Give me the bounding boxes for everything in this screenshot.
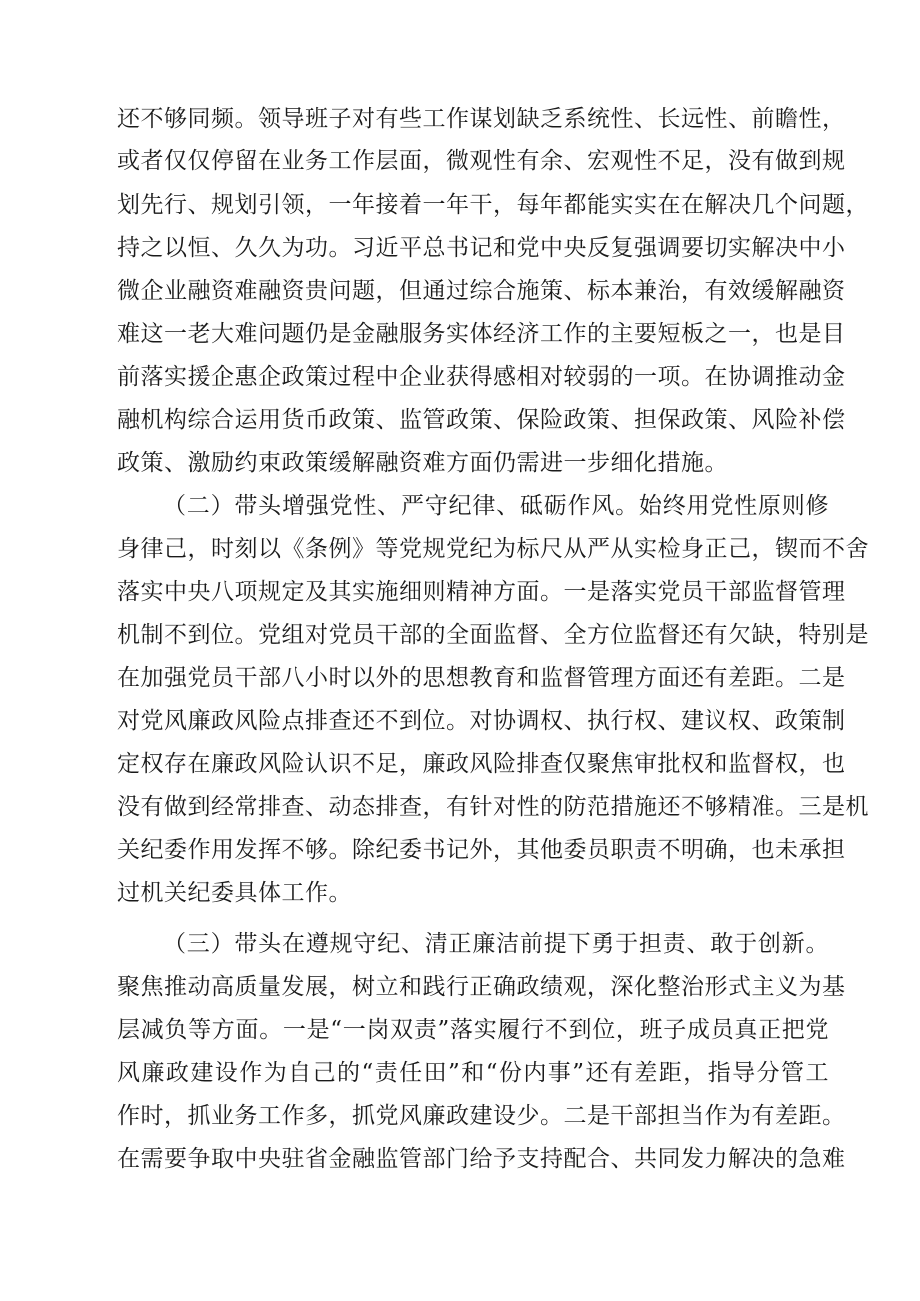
text-line: 聚焦推动高质量发展，树立和践行正确政绩观，深化整治形式主义为基 <box>117 974 846 1000</box>
text-line: 融机构综合运用货币政策、监管政策、保险政策、担保政策、风险补偿 <box>117 407 846 433</box>
text-line: 划先行、规划引领，一年接着一年干，每年都能实实在在解决几个问题， <box>117 192 869 218</box>
text-line: 风廉政建设作为自己的“责任田”和“份内事”还有差距，指导分管工 <box>117 1060 829 1086</box>
text-line: 关纪委作用发挥不够。除纪委书记外，其他委员职责不明确，也未承担 <box>117 837 846 863</box>
text-line: 没有做到经常排查、动态排查，有针对性的防范措施还不够精准。三是机 <box>117 794 869 820</box>
text-line: 还不够同频。领导班子对有些工作谋划缺乏系统性、长远性、前瞻性， <box>117 106 846 132</box>
text-line: 作时，抓业务工作多，抓党风廉政建设少。二是干部担当作为有差距。 <box>117 1103 846 1129</box>
section-heading-line: （三）带头在遵规守纪、清正廉洁前提下勇于担责、敢于创新。 <box>163 931 829 957</box>
text-line: 在加强党员干部八小时以外的思想教育和监督管理方面还有差距。二是 <box>117 665 846 691</box>
text-line: 政策、激励约束政策缓解融资难方面仍需进一步细化措施。 <box>117 450 728 476</box>
text-line: 对党风廉政风险点排查还不到位。对协调权、执行权、建议权、政策制 <box>117 708 846 734</box>
text-line: 前落实援企惠企政策过程中企业获得感相对较弱的一项。在协调推动金 <box>117 364 846 390</box>
text-line: 机制不到位。党组对党员干部的全面监督、全方位监督还有欠缺，特别是 <box>117 622 869 648</box>
text-line: 定权存在廉政风险认识不足，廉政风险排查仅聚焦审批权和监督权，也 <box>117 751 846 777</box>
text-line: 在需要争取中央驻省金融监管部门给予支持配合、共同发力解决的急难 <box>117 1146 846 1172</box>
text-line: 微企业融资难融资贵问题，但通过综合施策、标本兼治，有效缓解融资 <box>117 278 846 304</box>
text-line: 落实中央八项规定及其实施细则精神方面。一是落实党员干部监督管理 <box>117 579 846 605</box>
text-line: 难这一老大难问题仍是金融服务实体经济工作的主要短板之一，也是目 <box>117 321 846 347</box>
section-heading-line: （二）带头增强党性、严守纪律、砥砺作风。始终用党性原则修 <box>163 493 829 519</box>
text-line: 或者仅仅停留在业务工作层面，微观性有余、宏观性不足，没有做到规 <box>117 148 846 174</box>
text-line: 过机关纪委具体工作。 <box>117 880 352 906</box>
text-line: 层减负等方面。一是“一岗双责”落实履行不到位，班子成员真正把党 <box>117 1017 829 1043</box>
text-line: 身律己，时刻以《条例》等党规党纪为标尺从严从实检身正己，锲而不舍 <box>117 536 869 562</box>
text-line: 持之以恒、久久为功。习近平总书记和党中央反复强调要切实解决中小 <box>117 235 846 261</box>
